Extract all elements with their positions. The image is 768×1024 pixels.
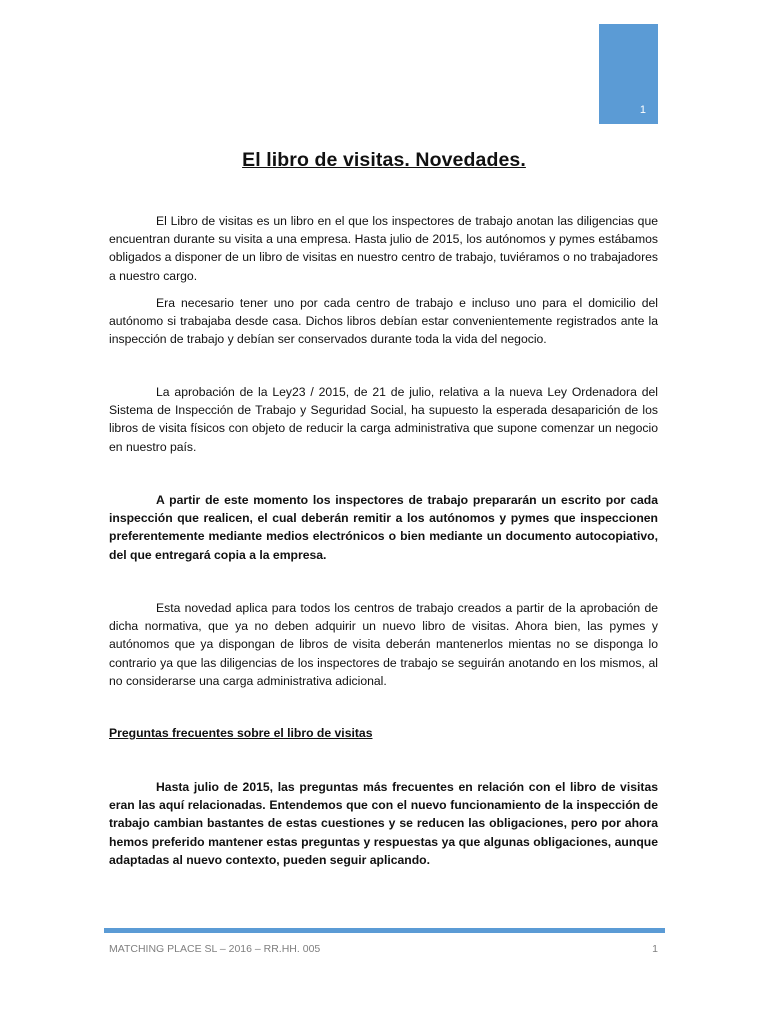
footer-divider [104, 928, 665, 933]
footer-page-number: 1 [652, 943, 658, 955]
footer-text: MATCHING PLACE SL – 2016 – RR.HH. 005 [109, 943, 321, 955]
header-page-number: 1 [639, 104, 646, 116]
paragraph-4: A partir de este momento los inspectores de trabajo prepararán un escrito por cada inspección que realicen, el cual deberán remitir a los autónomos y pymes que inspeccionen preferentemente mediante medios electrónicos o bien mediante un documento autocopiativo, del que entregará copia a la empresa. [109, 493, 658, 562]
paragraph-2: Era necesario tener uno por cada centro de trabajo e incluso uno para el domicilio del autónomo si trabajaba desde casa. Dichos libros debían estar convenientemente registrados ante la inspección de trabajo y debían ser conservados durante toda la vida del negocio. [109, 296, 658, 347]
paragraph-3: La aprobación de la Ley23 / 2015, de 21 de julio, relativa a la nueva Ley Ordenadora del Sistema de Inspección de Trabajo y Seguridad Social, ha supuesto la esperada desaparición de los libros de visita físicos con objeto de reducir la carga administrativa que supone comenzar un negocio en nuestro país. [109, 385, 658, 454]
page-number-tab [599, 24, 658, 124]
paragraph-5: Esta novedad aplica para todos los centros de trabajo creados a partir de la aprobación de dicha normativa, que ya no deben adquirir un nuevo libro de visitas. Ahora bien, las pymes y autónomos que ya dispongan de libros de visita deberán mantenerlos mientas no se disponga lo contrario ya que las diligencias de los inspectores de trabajo se seguirán anotando en los mismos, al no considerarse una carga administrativa adicional. [109, 601, 658, 688]
paragraph-6: Hasta julio de 2015, las preguntas más frecuentes en relación con el libro de visitas eran las aquí relacionadas. Entendemos que con el nuevo funcionamiento de la inspección de trabajo cambian bastantes de estas cuestiones y se reducen las obligaciones, pero por ahora hemos preferido mantener estas preguntas y respuestas ya que algunas obligaciones, aunque adaptadas al nuevo contexto, pueden seguir aplicando. [109, 780, 658, 867]
document-title: El libro de visitas. Novedades. [242, 149, 526, 171]
paragraph-1: El Libro de visitas es un libro en el que los inspectores de trabajo anotan las diligencias que encuentran durante su visita a una empresa. Hasta julio de 2015, los autónomos y pymes estábamos obligados a disponer de un libro de visitas en nuestro centro de trabajo, tuviéramos o no trabajadores a nuestro cargo. [109, 214, 658, 283]
section-heading: Preguntas frecuentes sobre el libro de visitas [109, 726, 373, 740]
